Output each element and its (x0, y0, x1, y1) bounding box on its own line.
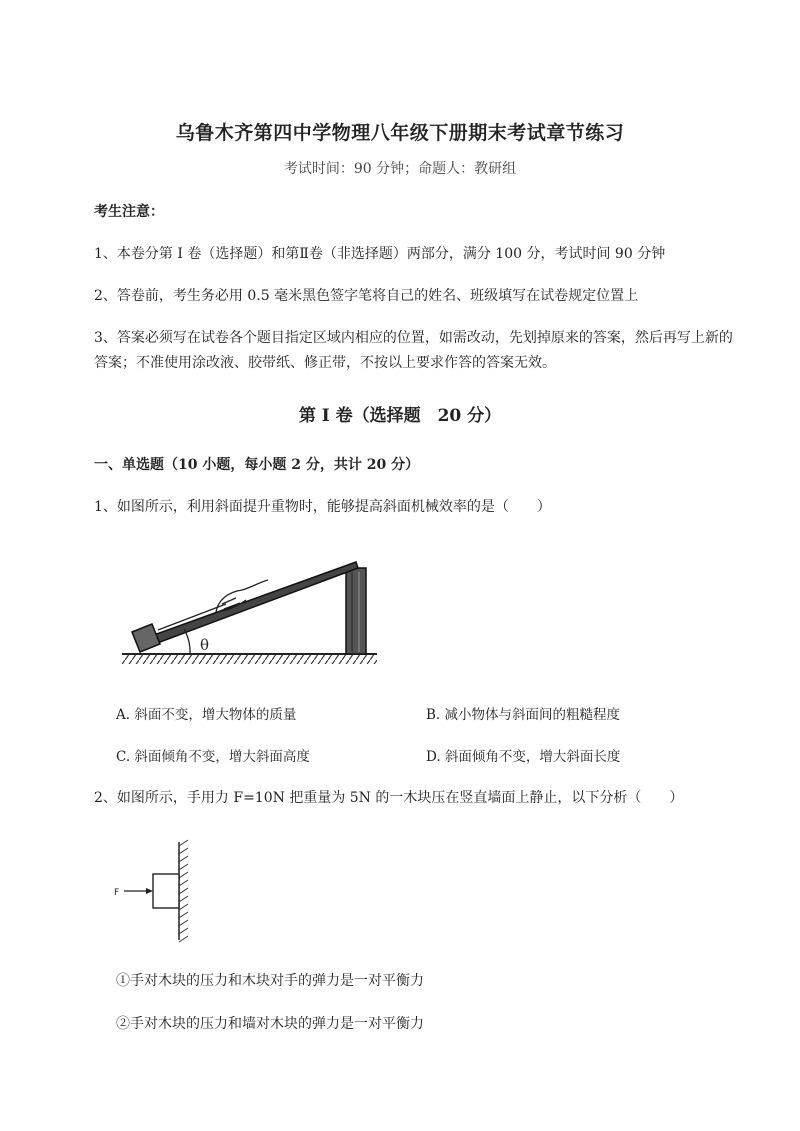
option-b[interactable]: B. 减小物体与斜面间的粗糙程度 (426, 707, 621, 723)
statement-2: ②手对木块的压力和墙对木块的弹力是一对平衡力 (116, 1016, 424, 1032)
option-c[interactable]: C. 斜面倾角不变，增大斜面高度 (116, 749, 310, 765)
page-title: 乌鲁木齐第四中学物理八年级下册期末考试章节练习 (175, 122, 625, 144)
question-1-stem: 1、如图所示，利用斜面提升重物时，能够提高斜面机械效率的是（ ） (94, 499, 551, 515)
notice-item-3: 3、答案必须写在试卷各个题目指定区域内相应的位置，如需改动，先划掉原来的答案，然后再写上新的答案；不准使用涂改液、胶带纸、修正带，不按以上要求作答的答案无效。 (94, 330, 733, 371)
force-label: F (114, 888, 120, 898)
wall-block-figure (110, 840, 200, 945)
option-d[interactable]: D. 斜面倾角不变，增大斜面长度 (426, 749, 621, 765)
notice-item-2: 2、答卷前，考生务必用 0.5 毫米黑色签字笔将自己的姓名、班级填写在试卷规定位置上 (94, 288, 639, 304)
angle-label: θ (200, 636, 210, 654)
incline-figure (118, 540, 388, 675)
exam-info: 考试时间：90 分钟；命题人：教研组 (283, 161, 517, 177)
question-2-stem: 2、如图所示，手用力 F=10N 把重量为 5N 的一木块压在竖直墙面上静止，以下分析（ ） (94, 790, 684, 806)
statement-1: ①手对木块的压力和木块对手的弹力是一对平衡力 (116, 973, 424, 989)
section-title: 第 I 卷（选择题 20 分） (298, 406, 502, 426)
option-a[interactable]: A. 斜面不变，增大物体的质量 (116, 707, 297, 723)
notice-item-1: 1、本卷分第 I 卷（选择题）和第Ⅱ卷（非选择题）两部分，满分 100 分，考试时间 90 分钟 (94, 246, 666, 262)
part-title: 一、单选题（10 小题，每小题 2 分，共计 20 分） (94, 457, 420, 473)
notice-heading: 考生注意： (94, 204, 164, 220)
